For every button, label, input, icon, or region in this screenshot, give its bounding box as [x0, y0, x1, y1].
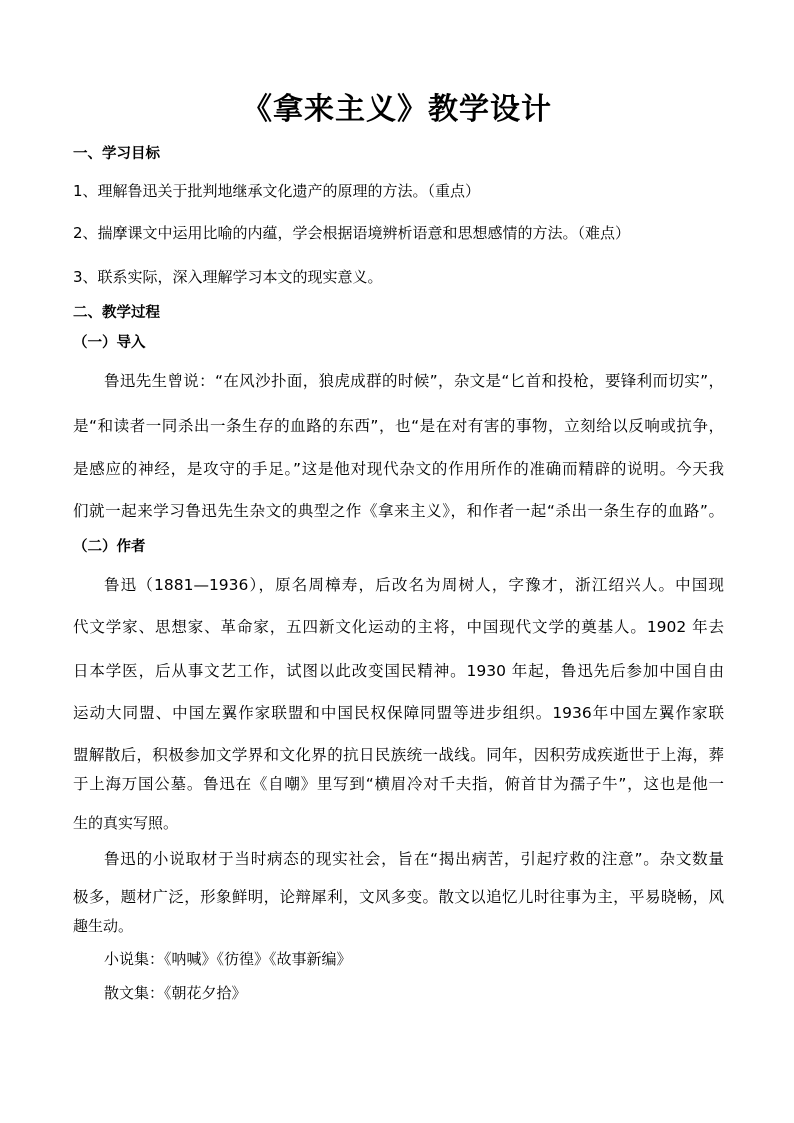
author-paragraph-line: 日本学医，后从事文艺工作，试图以此改变国民精神。1930 年起，鲁迅先后参加中国自由: [73, 662, 724, 680]
intro-paragraph-line: 鲁迅先生曾说：“在风沙扑面，狼虎成群的时候”，杂文是“匕首和投枪，要锋利而切实”，: [104, 372, 724, 390]
section-heading-process: 二、教学过程: [73, 305, 160, 321]
document-title: 《拿来主义》教学设计: [242, 92, 552, 127]
objective-item: 2、揣摩课文中运用比喻的内蕴，学会根据语境辨析语意和思想感情的方法。（难点）: [73, 224, 631, 242]
author-paragraph-line: 盟解散后，积极参加文学界和文化界的抗日民族统一战线。同年，因积劳成疾逝世于上海，葬: [73, 746, 724, 764]
intro-paragraph-line: 们就一起来学习鲁迅先生杂文的典型之作《拿来主义》，和作者一起“杀出一条生存的血路”。: [73, 502, 724, 520]
objective-item: 1、理解鲁迅关于批判地继承文化遗产的原理的方法。（重点）: [73, 182, 481, 200]
section-heading-objectives: 一、学习目标: [73, 146, 160, 162]
works-novels: 小说集：《呐喊》《彷徨》《故事新编》: [104, 950, 352, 968]
subsection-heading-intro: （一）导入: [73, 335, 146, 351]
author-paragraph-line: 于上海万国公墓。鲁迅在《自嘲》里写到“横眉冷对千夫指，俯首甘为孺子牛”，这也是他一: [73, 775, 724, 793]
author-paragraph-line: 运动大同盟、中国左翼作家联盟和中国民权保障同盟等进步组织。1936年中国左翼作家联: [73, 704, 724, 722]
author-paragraph-line: 鲁迅（1881—1936），原名周樟寿，后改名为周树人，字豫才，浙江绍兴人。中国现: [104, 576, 724, 594]
author-paragraph-line: 代文学家、思想家、革命家，五四新文化运动的主将，中国现代文学的奠基人。1902 年去: [73, 618, 724, 636]
author-paragraph-line: 生的真实写照。: [73, 814, 179, 832]
subsection-heading-author: （二）作者: [73, 539, 146, 555]
intro-paragraph-line: 是感应的神经，是攻守的手足。”这是他对现代杂文的作用所作的准确而精辟的说明。今天我: [73, 460, 724, 478]
author-paragraph2-line: 鲁迅的小说取材于当时病态的现实社会，旨在“揭出病苦，引起疗救的注意”。杂文数量: [104, 850, 724, 868]
intro-paragraph-line: 是“和读者一同杀出一条生存的血路的东西”，也“是在对有害的事物，立刻给以反响或抗争，: [73, 417, 724, 435]
objective-item: 3、联系实际，深入理解学习本文的现实意义。: [73, 268, 383, 286]
works-essays: 散文集：《朝花夕拾》: [104, 984, 247, 1002]
author-paragraph2-line: 极多，题材广泛，形象鲜明，论辩犀利，文风多变。散文以追忆儿时往事为主，平易晓畅，风: [73, 888, 724, 906]
author-paragraph2-line: 趣生动。: [73, 917, 134, 935]
